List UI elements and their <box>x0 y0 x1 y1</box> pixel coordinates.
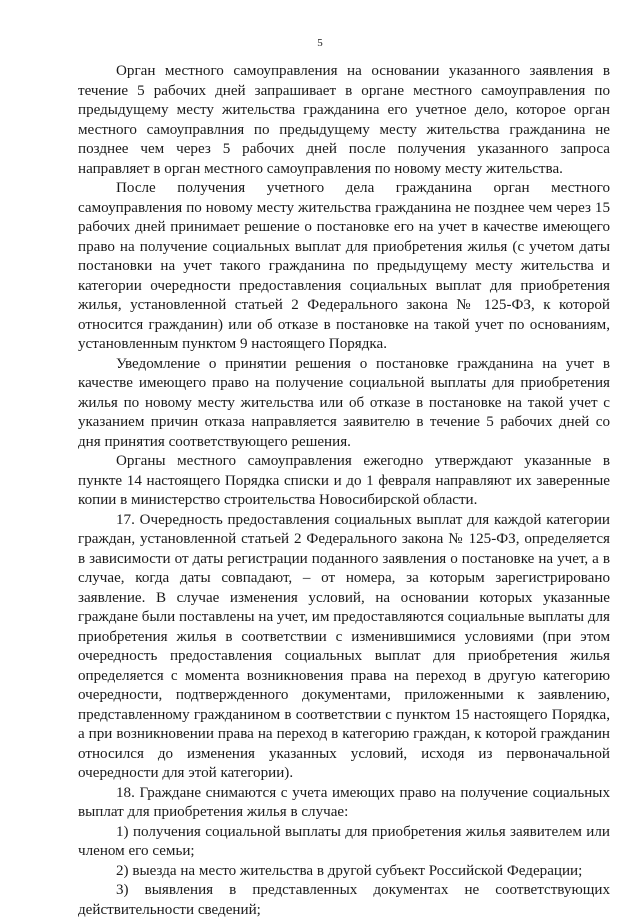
paragraph-decision-notification: Уведомление о принятии решения о постановке гражданина на учет в качестве имеющего право на получение социальной выплаты для приобретения жилья по новому месту жительства или об отказе в постановке на такой учет с указанием причин отказа направляется заявителю в течение 5 рабочих дней со дня принятия соответствующего решения. <box>78 355 610 450</box>
document-body <box>78 62 610 920</box>
list-item-removal-2: 2) выезда на место жительства в другой субъект Российской Федерации; <box>116 862 583 879</box>
paragraph-registration-decision: После получения учетного дела гражданина орган местного самоуправления по новому месту жительства гражданина не позднее чем через 15 рабочих дней принимает решение о постановке его на учет в качестве имеющего право на получение социальных выплат для приобретения жилья (с учетом даты постановки на учет такого гражданина по предыдущему месту жительства и категории очередности предоставления социальных выплат для приобретения жилья, установленной статьей 2 Федерального закона № 125-ФЗ, к которой относится гражданин) или об отказе в постановке на такой учет по основаниям, установленным пунктом 9 настоящего Порядка. <box>78 180 610 352</box>
page-number: 5 <box>317 37 323 49</box>
paragraph-registry-transfer-request: Орган местного самоуправления на основании указанного заявления в течение 5 рабочих дней запрашивает в органе местного самоуправления по предыдущему месту жительства гражданина его учетное дело, которое орган местного самоуправлния по предыдущему месту жительства гражданина не позднее чем через 5 рабочих дней после получения указанного запроса направляет в орган местного самоуправления по новому месту жительства. <box>78 63 610 177</box>
paragraph-annual-lists: Органы местного самоуправления ежегодно утверждают указанные в пункте 14 настоящего Порядка списки и до 1 февраля направляют их заверенные копии в министерство строительства Новосибирской области. <box>78 453 610 508</box>
list-item-removal-3: 3) выявления в представленных документах не соответствующих действительности сведений; <box>78 882 610 918</box>
paragraph-item-18-removal: 18. Граждане снимаются с учета имеющих право на получение социальных выплат для приобретения жилья в случае: <box>78 784 610 820</box>
paragraph-item-17-order: 17. Очередность предоставления социальных выплат для каждой категории граждан, установленной статьей 2 Федерального закона № 125-ФЗ, определяется в зависимости от даты регистрации поданного заявления о постановке на учет, а в случае, когда даты совпадают, – от номера, за которым зарегистрировано заявление. В случае изменения условий, на основании которых указанные граждане были поставлены на учет, им предоставляются социальные выплаты для приобретения жилья в соответствии с изменившимися условиями (при этом очередность предоставления социальных выплат для приобретения жилья определяется с момента возникновения права на переход в другую категорию очередности, подтвержденного документами, приложенными к заявлению, представленному гражданином в соответствии с пунктом 15 настоящего Порядка, а при возникновении права на переход в категорию граждан, к которой гражданин относился до изменения указанных условий, исходя из первоначальной очередности для этой категории). <box>78 511 610 781</box>
list-item-removal-1: 1) получения социальной выплаты для приобретения жилья заявителем или членом его семьи; <box>78 823 610 859</box>
